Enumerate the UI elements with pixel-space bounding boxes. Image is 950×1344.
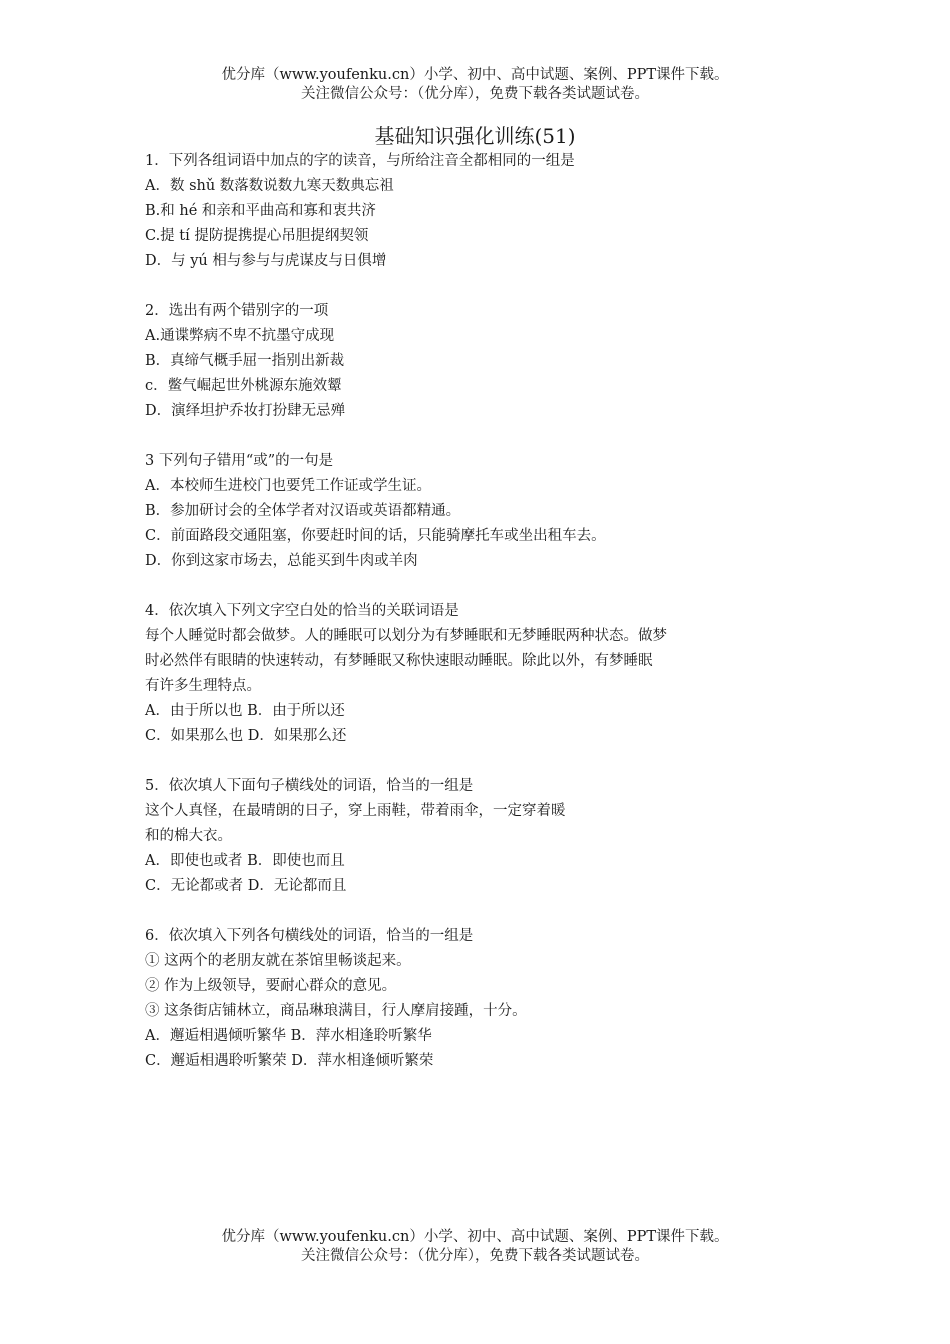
question-6-sentence-3: ③ 这条街店铺林立，商品琳琅满目，行人摩肩接踵，十分。 [145,1003,527,1019]
question-3-option-a: A．本校师生进校门也要凭工作证或学生证。 [145,478,431,494]
question-3-option-d: D．你到这家市场去，总能买到牛肉或羊肉 [145,553,418,569]
question-1-option-b: B.和 hé 和亲和平曲高和寡和衷共济 [145,203,376,219]
question-3-option-c: C．前面路段交通阻塞，你要赶时间的话，只能骑摩托车或坐出租车去。 [145,528,606,544]
question-4-passage-line: 每个人睡觉时都会做梦。人的睡眠可以划分为有梦睡眠和无梦睡眠两种状态。做梦 [145,628,667,644]
question-4-stem: 4．依次填入下列文字空白处的恰当的关联词语是 [145,603,459,619]
question-6-stem: 6．依次填入下列各句横线处的词语，恰当的一组是 [145,928,474,944]
question-2-stem: 2．选出有两个错别字的一项 [145,303,329,319]
question-6 [145,924,765,1074]
question-2-option-b: B．真缔气概手屈一指别出新裁 [145,353,345,369]
question-2-option-a: A.通谍弊病不卑不抗墨守成现 [145,328,335,344]
question-4-options-cd: C．如果那么也 D．如果那么还 [145,728,347,744]
header-line-1: 优分库（www.youfenku.cn）小学、初中、高中试题、案例、PPT课件下载。 [221,67,729,83]
question-3-stem: 3 下列句子错用“或”的一句是 [145,453,334,469]
question-1-option-d: D．与 yú 相与参与与虎谋皮与日俱增 [145,253,387,269]
page-title: 基础知识强化训练(51) [374,124,576,148]
page-header [0,66,950,104]
question-3 [145,449,765,574]
question-1-option-a: A．数 shǔ 数落数说数九寒天数典忘祖 [145,178,394,194]
question-4 [145,599,765,749]
question-4-passage-line: 时必然伴有眼睛的快速转动，有梦睡眠又称快速眼动睡眠。除此以外，有梦睡眠 [145,653,653,669]
question-6-options-ab: A．邂逅相遇倾听繁华 B．萍水相逢聆听繁华 [145,1028,432,1044]
page-footer [0,1228,950,1266]
question-3-option-b: B．参加研讨会的全体学者对汉语或英语都精通。 [145,503,461,519]
document-body [145,149,765,1074]
question-6-sentence-2: ② 作为上级领导，要耐心群众的意见。 [145,978,397,994]
question-4-options-ab: A．由于所以也 B．由于所以还 [145,703,345,719]
question-6-sentence-1: ① 这两个的老朋友就在茶馆里畅谈起来。 [145,953,411,969]
question-1 [145,149,765,274]
question-5 [145,774,765,899]
question-1-stem: 1．下列各组词语中加点的字的读音，与所给注音全都相同的一组是 [145,153,575,169]
question-6-options-cd: C．邂逅相遇聆听繁荣 D．萍水相逢倾听繁荣 [145,1053,434,1069]
question-2 [145,299,765,424]
question-5-options-cd: C．无论都或者 D．无论都而且 [145,878,347,894]
question-4-passage-line: 有许多生理特点。 [145,678,261,694]
question-1-option-c: C.提 tí 提防提携提心吊胆提纲契领 [145,228,369,244]
footer-line-1: 优分库（www.youfenku.cn）小学、初中、高中试题、案例、PPT课件下载。 [221,1229,729,1245]
question-5-options-ab: A．即使也或者 B．即使也而且 [145,853,345,869]
question-5-stem: 5．依次填人下面句子横线处的词语，恰当的一组是 [145,778,474,794]
footer-line-2: 关注微信公众号：（优分库），免费下载各类试题试卷。 [301,1248,649,1264]
question-5-passage-line: 和的棉大衣。 [145,828,232,844]
header-line-2: 关注微信公众号：（优分库），免费下载各类试题试卷。 [301,86,649,102]
question-2-option-c: c．鳖气崛起世外桃源东施效颦 [145,378,342,394]
question-5-passage-line: 这个人真怪，在最晴朗的日子，穿上雨鞋，带着雨伞，一定穿着暖 [145,803,566,819]
question-2-option-d: D．演绎坦护乔妆打扮肆无忌殚 [145,403,346,419]
